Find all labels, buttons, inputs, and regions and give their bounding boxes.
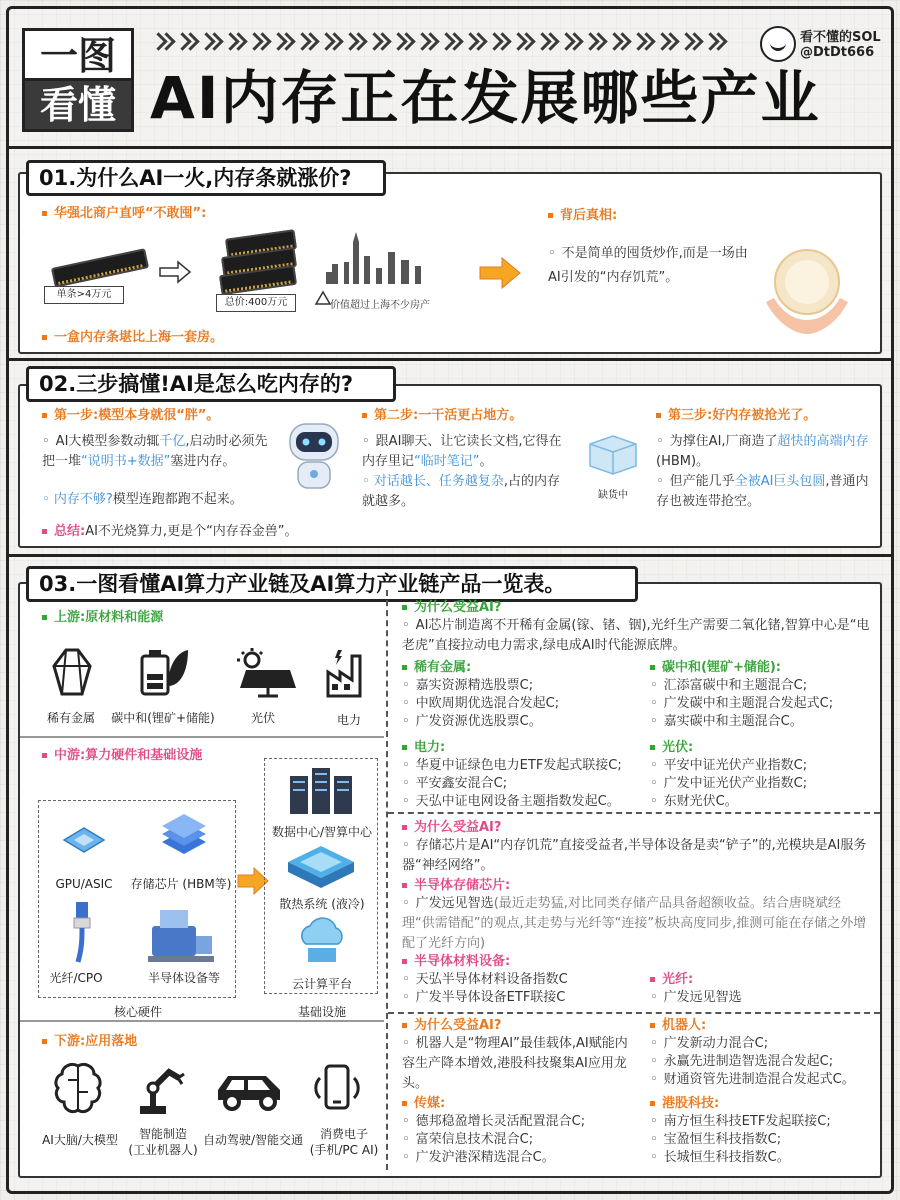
section2-title: 02.三步搞懂!AI是怎么吃内存的? <box>26 366 396 402</box>
scale-triangle-icon <box>316 292 330 304</box>
avatar-icon <box>760 26 796 62</box>
downstream-title: 下游:应用落地 <box>42 1032 137 1052</box>
mid-fund-1-text: ◦ 广发远见智选(最近走势猛,对比同类存储产品具备超额收益。结合唐晓斌经理“供需错配”的观点,其走势与光纤等“连接”板块高度同步,推测可能在存储之外增配了光纤方向) <box>402 894 872 954</box>
upstream-title: 上游:原材料和能源 <box>42 608 163 628</box>
down-label-4: 消费电子 (手机/PC AI) <box>309 1127 379 1157</box>
infrastructure-label: 基础设施 <box>297 1005 346 1019</box>
gpu-chip-icon <box>62 822 106 858</box>
server-rack-icon <box>288 766 354 816</box>
up-fund-4-1: ◦ 平安中证光伏产业指数C; <box>650 756 807 776</box>
down-label-2: 智能制造 (工业机器人) <box>128 1127 198 1157</box>
memory-chip-icon <box>160 816 208 860</box>
core-hardware-label: 核心硬件 <box>113 1005 162 1019</box>
section1-title: 01.为什么AI一火,内存条就涨价? <box>26 160 386 196</box>
step3-text: ◦ 为撑住AI,厂商造了超快的高端内存(HBM)。 <box>656 432 870 472</box>
up-fund-4-3: ◦ 东财光伏C。 <box>650 792 738 812</box>
brand <box>760 24 890 68</box>
infra-label-1: 数据中心/智算中心 <box>271 825 373 839</box>
core-label-2: 存储芯片 (HBM等) <box>130 877 232 891</box>
divider-2 <box>9 554 891 557</box>
right-divider-1 <box>388 812 880 814</box>
car-icon <box>214 1070 286 1110</box>
arrow-right-orange-icon <box>480 258 520 288</box>
down-fund-1-3: ◦ 财通资管先进制造混合发起式C。 <box>650 1070 855 1090</box>
label-total: 总价:400万元 <box>216 294 296 312</box>
step3-title: 第三步:好内存被抢光了。 <box>656 406 816 426</box>
divider-1 <box>9 358 891 361</box>
core-label-1: GPU/ASIC <box>55 877 113 891</box>
up-fund-3-1: ◦ 华夏中证绿色电力ETF发起式联接C; <box>402 756 622 776</box>
label-single: 单条>4万元 <box>44 286 124 304</box>
solar-panel-icon <box>232 648 296 696</box>
step2-note: ◦ 对话越长、任务越复杂,占的内存就越多。 <box>362 474 560 509</box>
down-fund-1-1: ◦ 广发新动力混合C; <box>650 1034 768 1054</box>
down-label-1: AI大脑/大模型 <box>42 1133 118 1147</box>
mid-fund-title-3: 光纤: <box>650 970 693 990</box>
down-fund-3-3: ◦ 长城恒生科技指数C。 <box>650 1148 790 1168</box>
mid-why-title: 为什么受益AI? <box>402 818 501 838</box>
empty-box-icon <box>586 430 640 474</box>
arrow-right-icon <box>160 262 190 282</box>
down-label-3: 自动驾驶/智能交通 <box>202 1133 304 1147</box>
mid-fund-3-1: ◦ 广发远见智选 <box>650 988 742 1008</box>
s1-bullet1: 华强北商户直呼“不敢囤”: <box>42 204 206 224</box>
column-divider <box>386 590 388 1170</box>
header-divider <box>9 146 891 149</box>
down-why-title: 为什么受益AI? <box>402 1016 501 1036</box>
down-fund-2-3: ◦ 广发沪港深精选混合C。 <box>402 1148 555 1168</box>
empty-plate-icon <box>762 242 852 342</box>
mid-why-text: ◦ 存储芯片是AI“内存饥荒”直接受益者,半导体设备是卖“铲子”的,光模块是AI服务器“神经网络”。 <box>402 836 872 876</box>
right-divider-2 <box>388 1012 880 1014</box>
up-fund-4-2: ◦ 广发中证光伏产业指数C; <box>650 774 807 794</box>
logo-top-text: 一图 <box>25 31 131 81</box>
truth-title: 背后真相: <box>548 206 617 226</box>
up-fund-2-3: ◦ 嘉实碳中和主题混合C。 <box>650 712 803 732</box>
down-fund-2-1: ◦ 德邦稳盈增长灵活配置混合C; <box>402 1112 585 1132</box>
up-fund-3-2: ◦ 平安鑫安混合C; <box>402 774 507 794</box>
brand-handle: @DtDt666 <box>800 45 875 60</box>
down-fund-3-1: ◦ 南方恒生科技ETF发起联接C; <box>650 1112 831 1132</box>
up-why-title: 为什么受益AI? <box>402 598 501 618</box>
step2-text: ◦ 跟AI聊天、让它读长文档,它得在内存里记“临时笔记”。 <box>362 432 572 472</box>
up-fund-1-1: ◦ 嘉实资源精选股票C; <box>402 676 533 696</box>
mid-fund-2-1: ◦ 天弘半导体材料设备指数C <box>402 970 568 990</box>
down-fund-1-2: ◦ 永赢先进制造智选混合发起C; <box>650 1052 833 1072</box>
industrial-robot-icon <box>136 1060 186 1116</box>
up-fund-2-2: ◦ 广发碳中和主题混合发起式C; <box>650 694 833 714</box>
label-city: 价值超过上海不少房产 <box>330 300 430 311</box>
logo-bottom-text: 看懂 <box>25 81 131 129</box>
up-icon-label-3: 光伏 <box>250 711 275 725</box>
mid-down-divider <box>20 1020 384 1022</box>
step1-text: ◦ AI大模型参数动辄千亿,启动时必须先把一堆“说明书+数据”塞进内存。 <box>42 432 272 472</box>
up-fund-3-3: ◦ 天弘中证电网设备主题指数发起C。 <box>402 792 620 812</box>
up-fund-1-2: ◦ 中欧周期优选混合发起C; <box>402 694 559 714</box>
down-fund-2-2: ◦ 富荣信息技术混合C; <box>402 1130 533 1150</box>
rare-metal-icon <box>48 648 94 696</box>
up-icon-label-4: 电力 <box>336 713 361 727</box>
down-fund-title-1: 机器人: <box>650 1016 706 1036</box>
up-why-text: ◦ AI芯片制造离不开稀有金属(镓、锗、铟),光纤生产需要二氧化锗,智算中心是“电老虎”直接拉动电力需求,绿电成AI时代能源底牌。 <box>402 616 872 656</box>
up-fund-1-3: ◦ 广发资源优选股票C。 <box>402 712 542 732</box>
s1-bullet2: 一盒内存条堪比上海一套房。 <box>42 328 223 348</box>
step3-note: ◦ 但产能几乎全被AI巨头包圆,普通内存也被连带抢空。 <box>656 472 870 512</box>
truth-text: ◦ 不是简单的囤货炒作,而是一场由AI引发的“内存饥荒”。 <box>548 242 748 290</box>
step1-note: ◦ 内存不够?模型连跑都跑不起来。 <box>42 492 243 507</box>
up-fund-2-1: ◦ 汇添富碳中和主题混合C; <box>650 676 807 696</box>
power-plant-icon <box>322 646 374 698</box>
step1-title: 第一步:模型本身就很“胖”。 <box>42 406 219 426</box>
down-fund-3-2: ◦ 宝盈恒生科技指数C; <box>650 1130 781 1150</box>
section3-title: 03.一图看懂AI算力产业链及AI算力产业链产品一览表。 <box>26 566 638 602</box>
page-title: AI内存正在发展哪些产业 <box>150 64 821 132</box>
semiconductor-equipment-icon <box>148 906 214 962</box>
city-skyline-icon <box>326 232 436 284</box>
smartphone-icon <box>314 1062 360 1116</box>
liquid-cooling-icon <box>286 842 356 890</box>
infra-label-2: 散热系统 (液冷) <box>279 897 365 911</box>
cloud-platform-icon <box>294 914 350 964</box>
up-fund-title-1: 稀有金属: <box>402 658 471 678</box>
brand-name: 看不懂的SOL <box>800 30 881 45</box>
up-fund-title-3: 电力: <box>402 738 445 758</box>
fiber-cable-icon <box>70 902 94 964</box>
up-icon-label-1: 稀有金属 <box>46 711 95 725</box>
robot-icon <box>282 420 346 496</box>
down-fund-title-2: 传媒: <box>402 1094 445 1114</box>
step2-title: 第二步:一干活更占地方。 <box>362 406 522 426</box>
mid-fund-title-2: 半导体材料设备: <box>402 952 510 972</box>
logo-badge <box>22 28 134 132</box>
up-fund-title-4: 光伏: <box>650 738 693 758</box>
up-icon-label-2: 碳中和(锂矿+储能) <box>111 711 215 725</box>
summary: 总结:AI不光烧算力,更是个“内存吞金兽”。 <box>42 522 298 542</box>
chevron-decoration <box>152 30 752 52</box>
down-why-text: ◦ 机器人是“物理AI”最佳载体,AI赋能内容生产降本增效,港股科技聚集AI应用龙头。 <box>402 1034 632 1094</box>
up-fund-title-2: 碳中和(锂矿+储能): <box>650 658 781 678</box>
down-fund-title-3: 港股科技: <box>650 1094 719 1114</box>
mid-fund-2-2: ◦ 广发半导体设备ETF联接C <box>402 988 565 1008</box>
ai-brain-icon <box>54 1062 102 1116</box>
infra-label-3: 云计算平台 <box>291 977 352 991</box>
core-label-3: 光纤/CPO <box>49 971 103 985</box>
up-mid-divider <box>20 736 384 738</box>
battery-leaf-icon <box>140 646 190 698</box>
box-label: 缺货中 <box>598 490 628 501</box>
core-label-4: 半导体设备等 <box>147 971 220 985</box>
midstream-title: 中游:算力硬件和基础设施 <box>42 746 202 766</box>
mid-fund-title-1: 半导体存储芯片: <box>402 876 510 896</box>
